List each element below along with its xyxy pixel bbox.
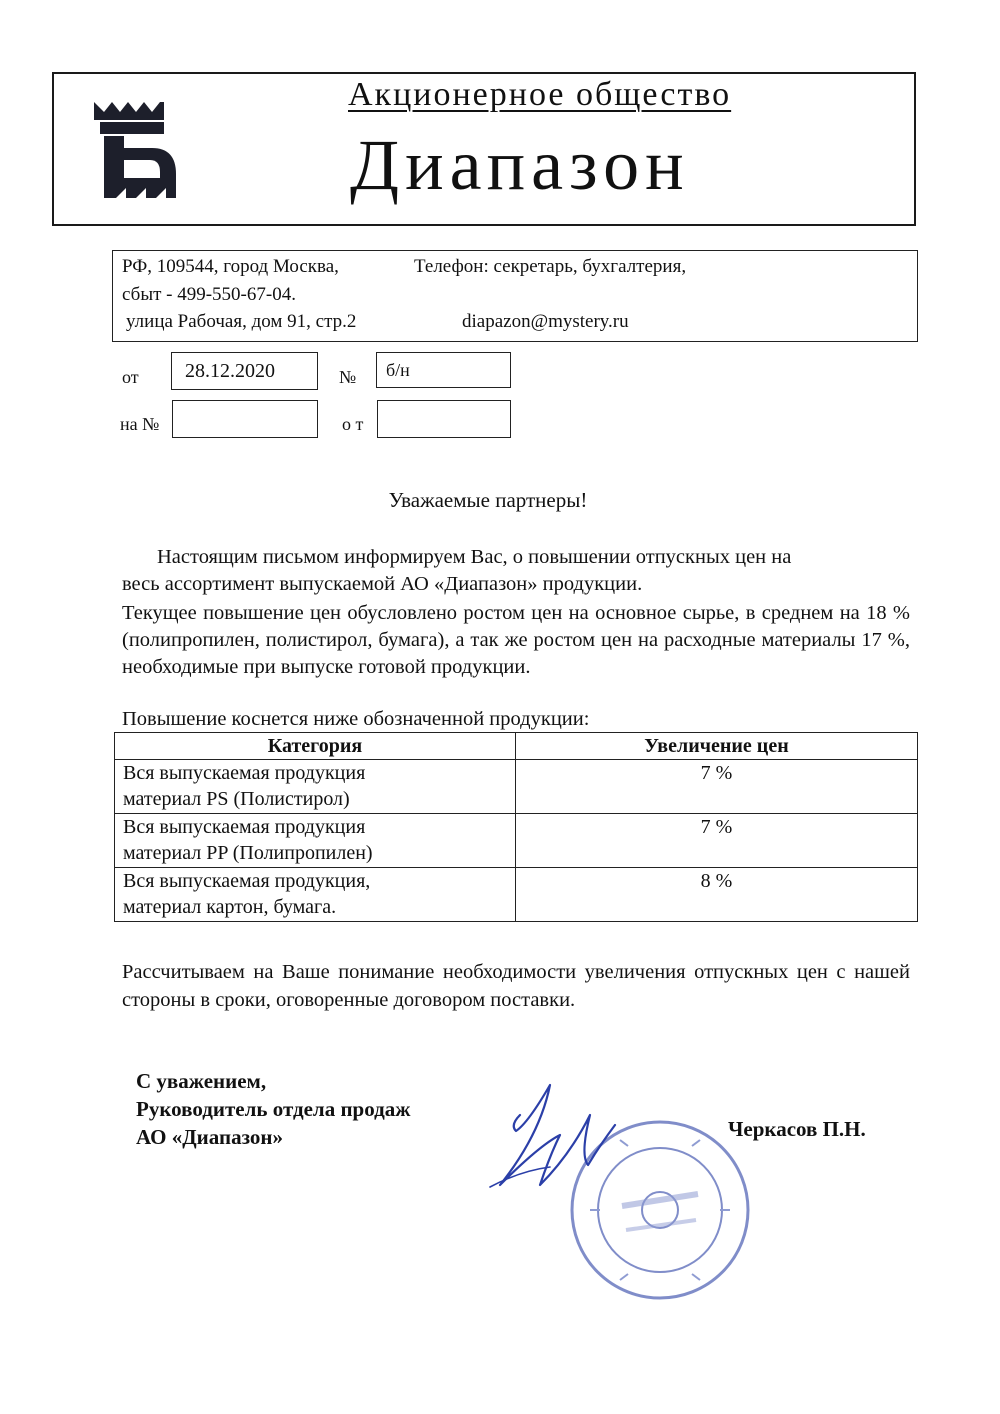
table-header-row — [115, 733, 918, 760]
table-cell-category — [115, 760, 516, 814]
table-header-increase: Увеличение цен — [516, 733, 918, 760]
category-line-2: материал PS (Полистирол) — [123, 788, 350, 810]
number-label: № — [339, 367, 357, 387]
paragraph-1-line-1: Настоящим письмом информируем Вас, о повышении отпускных цен на — [157, 546, 792, 568]
reply-to-label: на № — [120, 414, 160, 434]
table-cell-increase: 8 % — [516, 868, 918, 922]
reply-from-field — [377, 400, 511, 438]
address-email: diapazon@mystery.ru — [462, 311, 629, 332]
number-value: б/н — [386, 360, 410, 380]
price-increase-table — [114, 732, 918, 922]
address-city: РФ, 109544, город Москва, — [122, 256, 339, 277]
reply-from-label: о т — [342, 414, 364, 434]
reply-to-field — [172, 400, 318, 438]
address-phone-label: Телефон: секретарь, бухгалтерия, — [414, 256, 687, 277]
table-row — [115, 814, 918, 868]
table-header-category: Категория — [115, 733, 516, 760]
date-label: от — [122, 367, 139, 387]
company-name: Диапазон — [350, 125, 690, 205]
company-type: Акционерное общество — [348, 76, 732, 113]
category-line-2: материал PP (Полипропилен) — [123, 842, 373, 864]
table-cell-category — [115, 814, 516, 868]
table-cell-increase: 7 % — [516, 814, 918, 868]
paragraph-2: Текущее повышение цен обусловлено ростом цен на основное сырье, в среднем на 18 % (полипропилен, полистирол, бумага), а так же ростом цен на расходные материалы 17 %, необходимые при выпуске готовой продукции. — [122, 602, 910, 678]
paragraph-1-line-2: весь ассортимент выпускаемой АО «Диапазон» продукции. — [122, 573, 643, 595]
closing-paragraph: Рассчитываем на Ваше понимание необходимости увеличения отпускных цен с нашей стороны в сроки, оговоренные договором поставки. — [122, 961, 910, 1011]
address-phone-number: сбыт - 499-550-67-04. — [122, 284, 296, 305]
greeting: Уважаемые партнеры! — [388, 488, 588, 512]
crown-letter-b-logo-icon — [90, 98, 180, 210]
table-row — [115, 760, 918, 814]
table-intro: Повышение коснется ниже обозначенной продукции: — [122, 708, 590, 730]
category-line-1: Вся выпускаемая продукция — [123, 762, 366, 784]
table-cell-increase: 7 % — [516, 760, 918, 814]
table-cell-category — [115, 868, 516, 922]
address-street: улица Рабочая, дом 91, стр.2 — [126, 311, 357, 332]
category-line-1: Вся выпускаемая продукция, — [123, 870, 371, 892]
signer-name: Черкасов П.Н. — [728, 1117, 866, 1141]
category-line-2: материал картон, бумага. — [123, 896, 337, 918]
signer-position: Руководитель отдела продаж — [136, 1097, 411, 1121]
handwritten-signature-icon — [480, 1075, 630, 1205]
date-value: 28.12.2020 — [185, 360, 275, 382]
signer-org: АО «Диапазон» — [136, 1125, 283, 1149]
table-row — [115, 868, 918, 922]
regards: С уважением, — [136, 1069, 267, 1093]
signature-block — [136, 1067, 410, 1151]
category-line-1: Вся выпускаемая продукция — [123, 816, 366, 838]
